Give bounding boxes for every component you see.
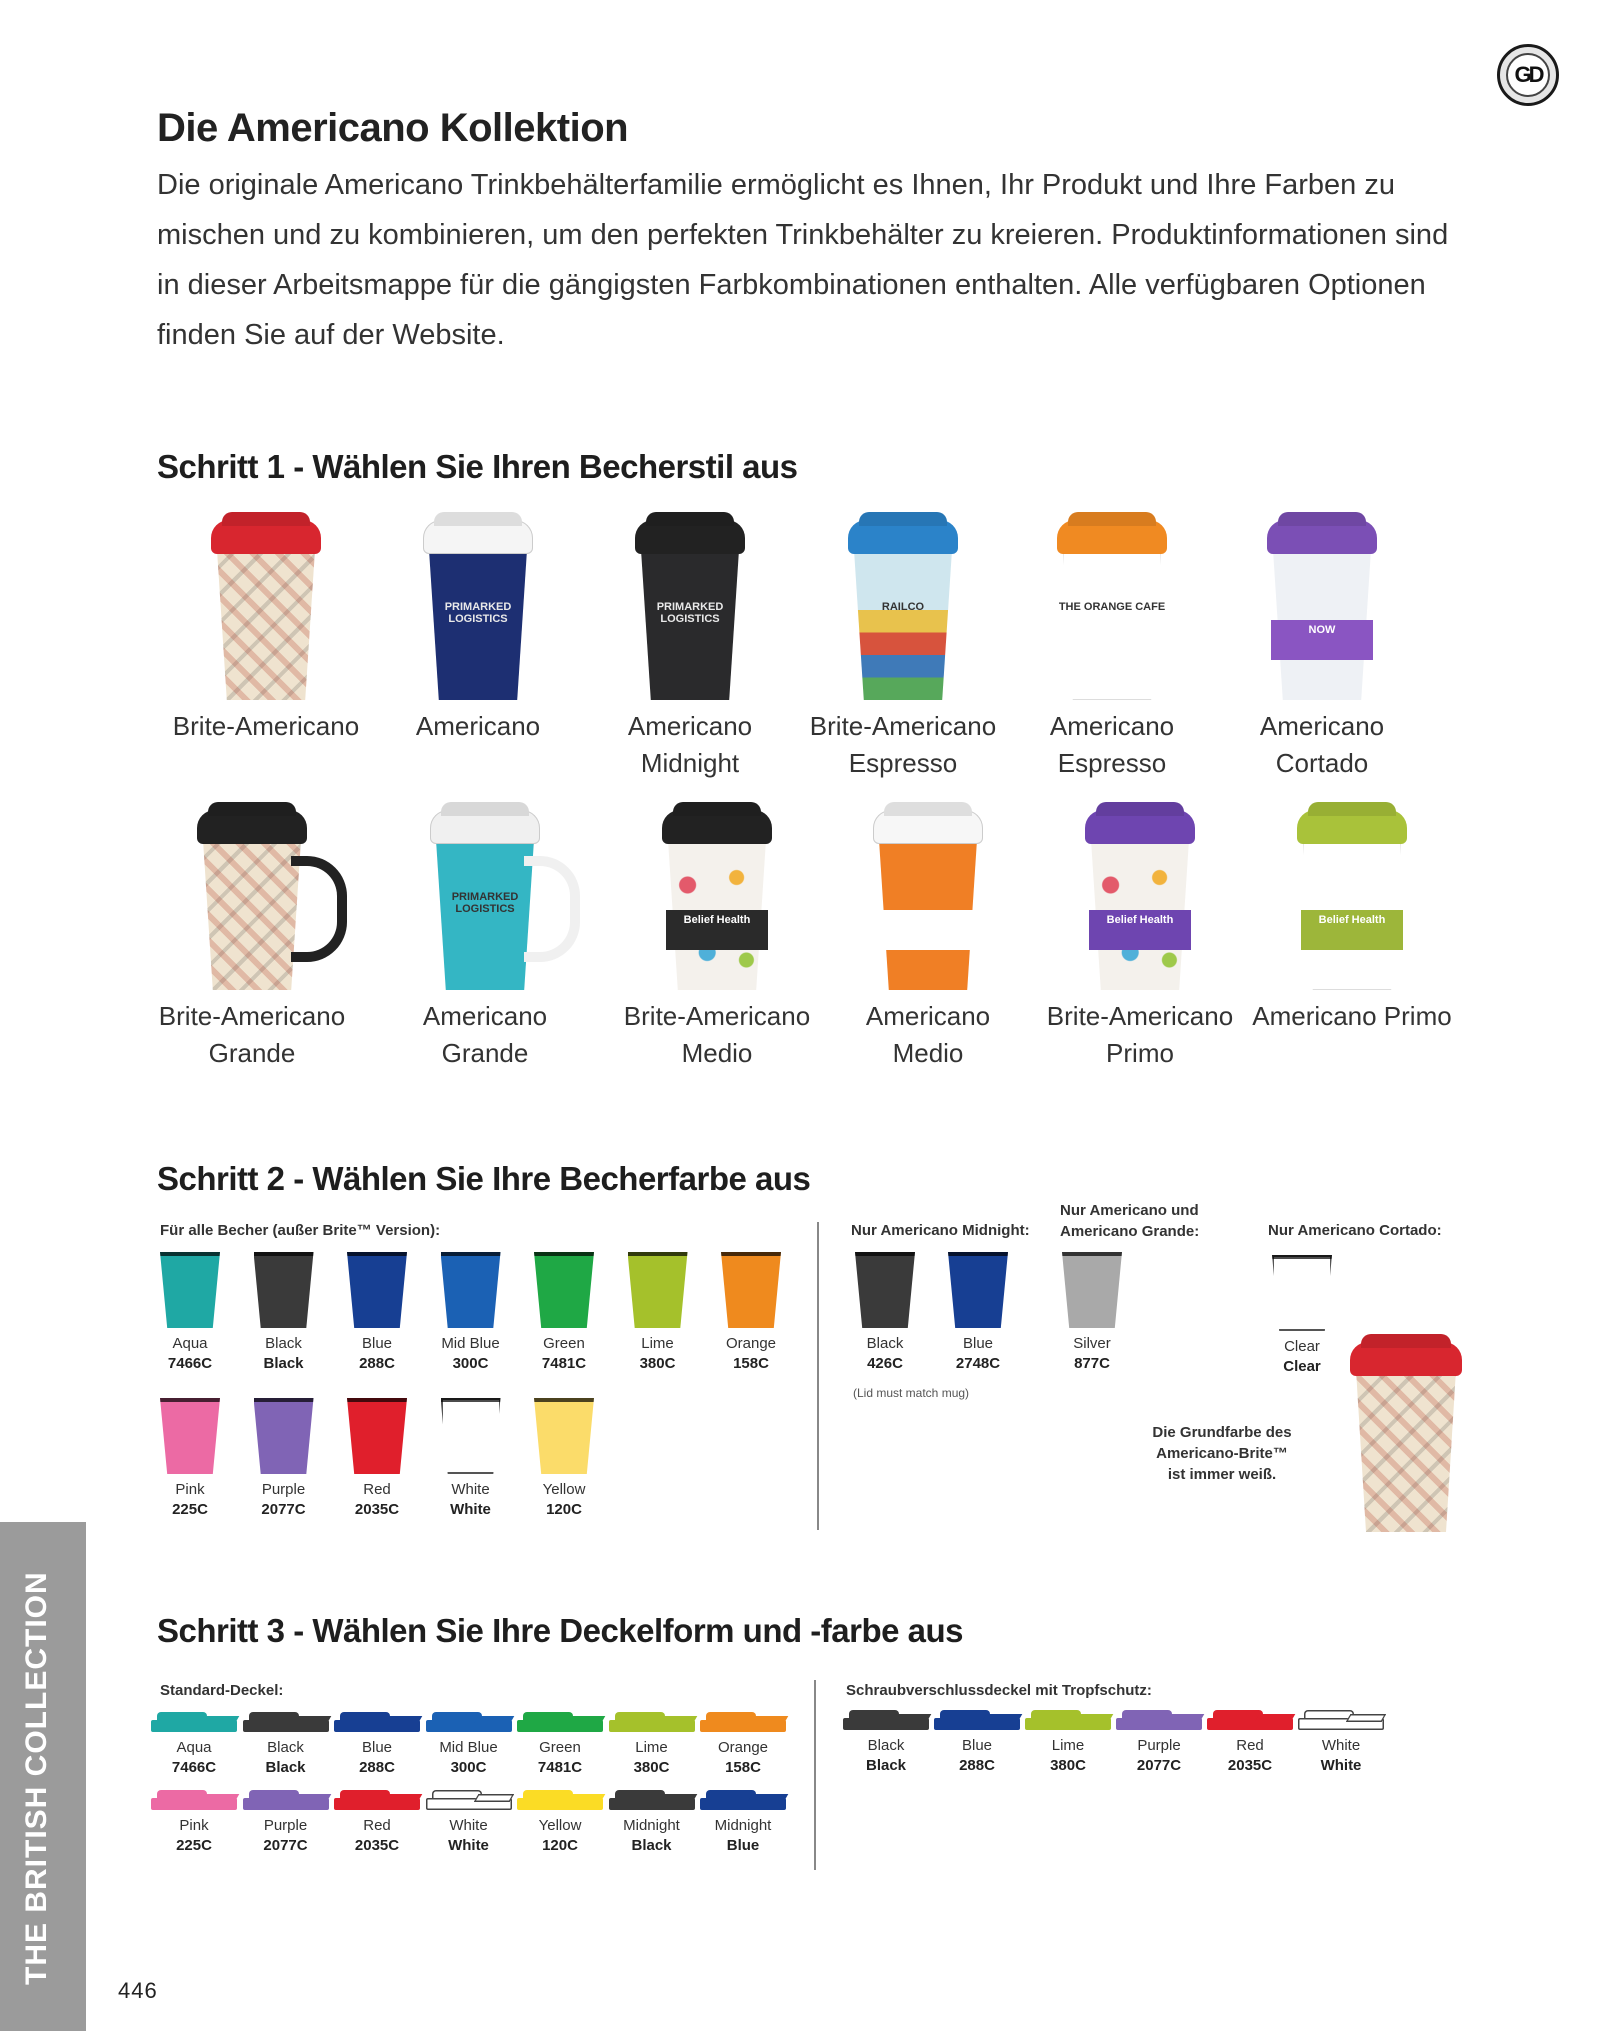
cup-style-label: Brite-Americano (172, 711, 360, 741)
color-swatch[interactable] (1262, 1255, 1342, 1377)
cup-style-label: Brite-Americano Grande (158, 1001, 346, 1068)
lid-swatch[interactable] (697, 1790, 789, 1856)
lid-color-name: Green (539, 1739, 581, 1756)
lid-swatch[interactable] (240, 1712, 332, 1778)
step1-heading: Schritt 1 - Wählen Sie Ihren Becherstil aus (157, 448, 798, 485)
lid-color-code: 380C (633, 1759, 670, 1776)
color-swatch-cup (1272, 1255, 1332, 1331)
page-title: Die Americano Kollektion (157, 106, 629, 150)
lid-swatch[interactable] (1204, 1710, 1296, 1776)
lid-color-code: White (1320, 1757, 1362, 1774)
cup-style-item[interactable] (1012, 520, 1212, 782)
lid-swatch[interactable] (331, 1790, 423, 1856)
color-swatch-cup (1062, 1252, 1122, 1328)
color-swatch[interactable] (845, 1252, 925, 1374)
cup-image (430, 810, 540, 990)
lid-shape (151, 1790, 237, 1812)
color-code: White (450, 1501, 491, 1518)
brand-logo (1497, 44, 1559, 106)
lid-color-code: Black (265, 1759, 306, 1776)
color-swatch[interactable] (244, 1398, 324, 1520)
lid-color-name: Blue (961, 1737, 993, 1754)
color-name: Blue (361, 1335, 393, 1352)
color-swatch[interactable] (1052, 1252, 1132, 1374)
color-code: 7466C (167, 1355, 213, 1372)
cup-style-label: Americano Cortado (1259, 711, 1385, 778)
divider-line (814, 1680, 816, 1870)
lid-shape (517, 1790, 603, 1812)
cortado-label: Nur Americano Cortado: (1268, 1222, 1442, 1239)
color-name: Purple (261, 1481, 306, 1498)
lid-color-code: 288C (359, 1759, 395, 1776)
lid-color-name: Mid Blue (439, 1739, 498, 1756)
color-name: Aqua (172, 1335, 208, 1352)
lid-shape (1025, 1710, 1111, 1732)
color-swatch[interactable] (431, 1398, 511, 1520)
color-code: 2077C (261, 1501, 306, 1518)
lid-color-code: 2077C (1136, 1757, 1182, 1774)
color-swatch-cup (441, 1398, 501, 1474)
lid-color-code: 7466C (171, 1759, 217, 1776)
lid-swatch[interactable] (331, 1712, 423, 1778)
color-swatch[interactable] (938, 1252, 1018, 1374)
color-swatch-cup (347, 1252, 407, 1328)
lid-color-code: 120C (542, 1837, 578, 1854)
brand-logo-text: GD (1506, 53, 1550, 97)
color-swatch-cup (441, 1252, 501, 1328)
midnight-label: Nur Americano Midnight: (851, 1222, 1030, 1239)
lid-color-code: Black (631, 1837, 672, 1854)
color-swatch-cup (160, 1398, 220, 1474)
lid-color-name: Midnight (714, 1817, 772, 1834)
divider-line (817, 1222, 819, 1530)
color-swatch[interactable] (524, 1252, 604, 1374)
color-swatch-cup (948, 1252, 1008, 1328)
lid-color-name: Lime (635, 1739, 668, 1756)
color-name: Pink (175, 1481, 205, 1498)
lid-color-name: White (1321, 1737, 1361, 1754)
lid-color-code: 2035C (354, 1837, 400, 1854)
cup-style-item[interactable] (166, 520, 366, 745)
color-name: Black (866, 1335, 904, 1352)
midnight-note: (Lid must match mug) (853, 1386, 970, 1400)
step2-heading: Schritt 2 - Wählen Sie Ihre Becherfarbe aus (157, 1160, 811, 1197)
lid-color-code: 158C (725, 1759, 761, 1776)
lid-color-name: Lime (1051, 1737, 1085, 1754)
cup-image (873, 810, 983, 990)
cup-image (1297, 810, 1407, 990)
cup-image (1057, 520, 1167, 700)
cup-print-text: NOW (1308, 624, 1336, 636)
lid-color-name: Orange (717, 1739, 769, 1756)
lid-swatch[interactable] (148, 1790, 240, 1856)
lid-color-code: 2077C (263, 1837, 308, 1854)
cup-style-item[interactable] (378, 520, 578, 745)
lid-color-code: 225C (176, 1837, 212, 1854)
cup-style-label: Brite-Americano Primo (1046, 1001, 1234, 1068)
lid-color-code: White (448, 1837, 489, 1854)
lid-color-name: Yellow (538, 1817, 582, 1834)
lid-color-name: Red (363, 1817, 391, 1834)
color-swatch-cup (855, 1252, 915, 1328)
cup-print-text: PRIMARKED LOGISTICS (656, 601, 724, 625)
cup-print-text: THE ORANGE CAFE (1058, 601, 1166, 613)
lid-shape (700, 1790, 786, 1812)
all-cups-label: Für alle Becher (außer Brite™ Version): (160, 1222, 441, 1239)
cup-print-text: PRIMARKED LOGISTICS (444, 601, 512, 625)
color-name: Lime (641, 1335, 674, 1352)
step3-heading: Schritt 3 - Wählen Sie Ihre Deckelform und -farbe aus (157, 1612, 964, 1649)
lid-swatch[interactable] (1295, 1710, 1387, 1776)
lid-shape (934, 1710, 1020, 1732)
color-name: Red (363, 1481, 391, 1498)
color-swatch[interactable] (150, 1398, 230, 1520)
cup-image (848, 520, 958, 700)
lid-shape (334, 1790, 420, 1812)
lid-color-name: Purple (263, 1817, 308, 1834)
lid-shape (151, 1712, 237, 1734)
cup-style-item[interactable] (590, 520, 790, 782)
screw-lid-label: Schraubverschlussdeckel mit Tropfschutz: (846, 1682, 1152, 1699)
color-code: 300C (452, 1355, 489, 1372)
cup-style-item[interactable] (1252, 810, 1452, 1035)
grande-label: Nur Americano und Americano Grande: (1060, 1202, 1200, 1240)
lid-shape (843, 1710, 929, 1732)
color-name: Orange (725, 1335, 777, 1352)
page-number: 446 (118, 1978, 158, 2003)
cup-style-label: Americano Medio (865, 1001, 991, 1068)
cup-image (1267, 520, 1377, 700)
color-name: Clear (1284, 1338, 1320, 1355)
color-swatch[interactable] (150, 1252, 230, 1374)
cup-style-label: Brite-Americano Medio (623, 1001, 811, 1068)
color-swatch-cup (628, 1252, 688, 1328)
lid-swatch[interactable] (1113, 1710, 1205, 1776)
lid-color-name: Black (267, 1739, 304, 1756)
cup-style-item[interactable] (1040, 810, 1240, 1072)
lid-swatch[interactable] (697, 1712, 789, 1778)
color-name: Black (265, 1335, 302, 1352)
cup-style-item[interactable] (803, 520, 1003, 782)
cup-image (211, 520, 321, 700)
lid-swatch[interactable] (423, 1790, 515, 1856)
color-code: 426C (867, 1355, 903, 1372)
lid-swatch[interactable] (931, 1710, 1023, 1776)
lid-swatch[interactable] (1022, 1710, 1114, 1776)
lid-shape (1116, 1710, 1202, 1732)
lid-color-name: Midnight (623, 1817, 680, 1834)
lid-shape (334, 1712, 420, 1734)
lid-swatch[interactable] (606, 1790, 698, 1856)
color-name: Blue (962, 1335, 994, 1352)
cup-print-text: Belief Health (683, 914, 751, 926)
color-code: 2748C (955, 1355, 1001, 1372)
color-code: 7481C (541, 1355, 587, 1372)
color-code: 380C (639, 1355, 676, 1372)
cup-print-text: Belief Health (1318, 914, 1386, 926)
lid-shape (609, 1790, 695, 1812)
standard-lid-label: Standard-Deckel: (160, 1682, 284, 1699)
color-code: Black (263, 1355, 304, 1372)
brite-americano-image (1350, 1342, 1462, 1532)
color-swatch[interactable] (431, 1252, 511, 1374)
color-code: 120C (546, 1501, 582, 1518)
color-swatch[interactable] (337, 1398, 417, 1520)
lid-color-name: Pink (179, 1817, 209, 1834)
brite-note: Die Grundfarbe des Americano-Brite™ ist immer weiß. (1152, 1424, 1292, 1483)
color-name: Green (543, 1335, 585, 1352)
color-swatch[interactable] (618, 1252, 698, 1374)
color-code: 158C (733, 1355, 769, 1372)
color-code: 2035C (354, 1501, 400, 1518)
cup-style-label: Americano Midnight (627, 711, 753, 778)
lid-swatch[interactable] (240, 1790, 332, 1856)
cup-image (423, 520, 533, 700)
lid-color-code: 300C (450, 1759, 487, 1776)
cup-print-text: Belief Health (1106, 914, 1174, 926)
lid-color-name: Purple (1137, 1737, 1181, 1754)
lid-shape (700, 1712, 786, 1734)
color-code: 225C (172, 1501, 208, 1518)
color-swatch[interactable] (244, 1252, 324, 1374)
color-swatch[interactable] (711, 1252, 791, 1374)
lid-shape (243, 1712, 329, 1734)
lid-color-name: Blue (361, 1739, 393, 1756)
cup-style-item[interactable] (385, 810, 585, 1072)
lid-shape (609, 1712, 695, 1734)
cup-style-label: Americano Primo (1252, 1001, 1452, 1031)
color-name: Yellow (542, 1481, 586, 1498)
color-code: 877C (1074, 1355, 1110, 1372)
lid-swatch[interactable] (606, 1712, 698, 1778)
cup-image (1085, 810, 1195, 990)
cup-print-text: PRIMARKED LOGISTICS (451, 891, 519, 915)
section-sidebar-text: THE BRITISH COLLECTION (20, 1571, 53, 1985)
color-code: 288C (359, 1355, 395, 1372)
color-name: White (451, 1481, 490, 1498)
lid-color-name: Aqua (176, 1739, 212, 1756)
lid-swatch[interactable] (840, 1710, 932, 1776)
cup-style-item[interactable] (828, 810, 1028, 1072)
color-name: Silver (1073, 1335, 1111, 1352)
cup-style-label: Brite-Americano Espresso (809, 711, 997, 778)
cup-style-label: Americano (415, 711, 541, 741)
color-swatch-cup (534, 1398, 594, 1474)
color-swatch-cup (160, 1252, 220, 1328)
cup-style-label: Americano Grande (422, 1001, 548, 1068)
cup-style-item[interactable] (152, 810, 352, 1072)
cup-style-item[interactable] (1222, 520, 1422, 782)
color-swatch[interactable] (337, 1252, 417, 1374)
cup-style-item[interactable] (617, 810, 817, 1072)
lid-swatch[interactable] (148, 1712, 240, 1778)
lid-color-name: White (449, 1817, 488, 1834)
cup-image (662, 810, 772, 990)
cup-image (635, 520, 745, 700)
lid-shape (426, 1790, 512, 1812)
lid-swatch[interactable] (423, 1712, 515, 1778)
color-swatch[interactable] (524, 1398, 604, 1520)
lid-color-code: Blue (726, 1837, 760, 1854)
lid-shape (426, 1712, 512, 1734)
cup-image (197, 810, 307, 990)
lid-color-name: Black (867, 1737, 905, 1754)
lid-color-code: Black (865, 1757, 907, 1774)
lid-color-name: Red (1236, 1737, 1264, 1754)
color-swatch-cup (254, 1252, 314, 1328)
lid-swatch[interactable] (514, 1790, 606, 1856)
intro-paragraph: Die originale Americano Trinkbehälterfamilie ermöglicht es Ihnen, Ihr Produkt und Ihre Farben zu mischen und zu kombinieren, um den perfekten Trinkbehälter zu kreieren. Produktinformationen sind in dieser Arbeitsmappe für die gängigsten Farbkombinationen enthalten. Alle verfügbaren Optionen finden Sie auf der Website. (157, 169, 1449, 351)
cup-print-text: Belief Health (894, 914, 962, 926)
lid-shape (1207, 1710, 1293, 1732)
color-swatch-cup (254, 1398, 314, 1474)
cup-print-text: RAILCO (881, 601, 925, 613)
color-swatch-cup (347, 1398, 407, 1474)
lid-color-code: 380C (1050, 1757, 1086, 1774)
cup-style-label: Americano Espresso (1049, 711, 1175, 778)
lid-shape (243, 1790, 329, 1812)
lid-color-code: 2035C (1227, 1757, 1273, 1774)
lid-shape (1298, 1710, 1384, 1732)
lid-color-code: 7481C (537, 1759, 583, 1776)
lid-shape (517, 1712, 603, 1734)
lid-swatch[interactable] (514, 1712, 606, 1778)
color-code: Clear (1283, 1358, 1321, 1375)
lid-color-code: 288C (959, 1757, 995, 1774)
color-name: Mid Blue (441, 1335, 500, 1352)
color-swatch-cup (721, 1252, 781, 1328)
color-swatch-cup (534, 1252, 594, 1328)
